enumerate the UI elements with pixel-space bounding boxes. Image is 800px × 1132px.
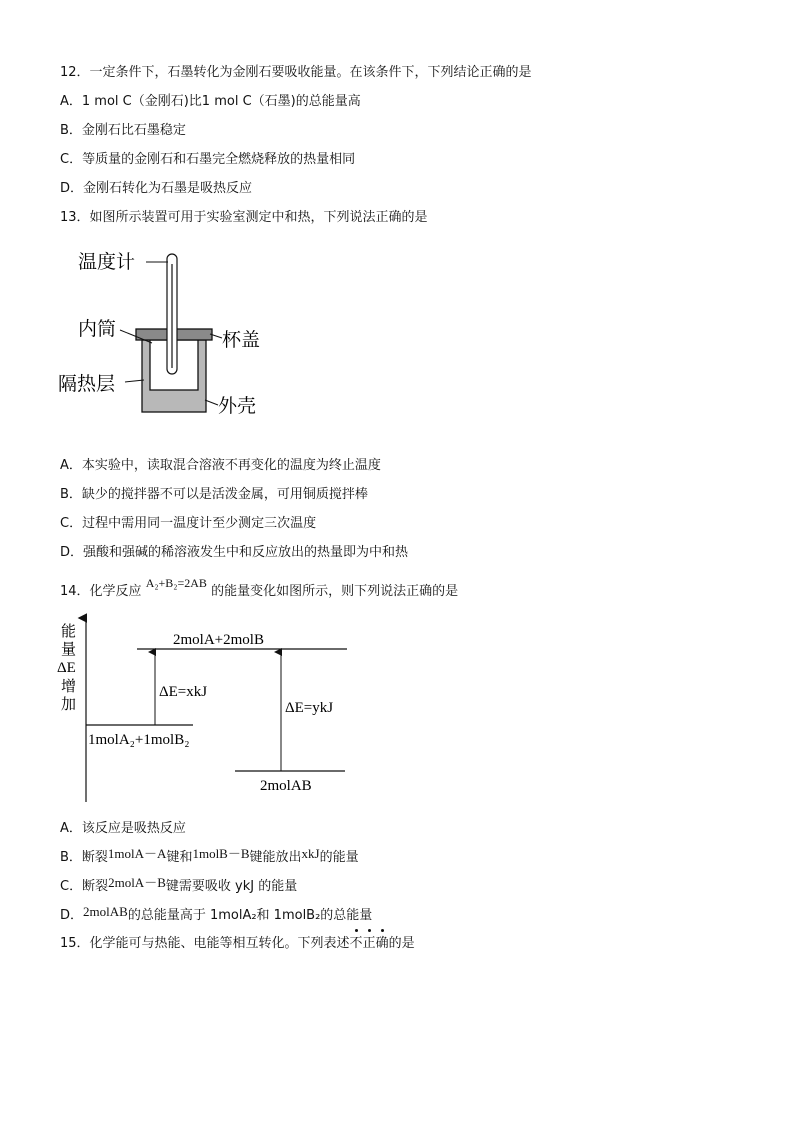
q12-stem: 12．一定条件下，石墨转化为金刚石要吸收能量。在该条件下，下列结论正确的是 (60, 65, 532, 80)
q14-b-formula-2: 1molB－B (192, 846, 250, 861)
q15-emphasis-1: 不 (349, 936, 363, 951)
energy-diagram (55, 612, 355, 807)
y-axis-label-2: 量 (61, 642, 77, 658)
label-top-level: 2molA+2molB (173, 632, 264, 648)
label-lid: 杯盖 (222, 330, 261, 351)
q12-option-d: D．金刚石转化为石墨是吸热反应 (60, 181, 253, 196)
q13-option-b: B．缺少的搅拌器不可以是活泼金属，可用铜质搅拌棒 (60, 487, 368, 502)
q15-emphasis-2: 正 (362, 936, 376, 951)
y-axis-label-1: 能 (61, 624, 77, 640)
q14-d-text-1: D． (60, 908, 84, 923)
label-insulation: 隔热层 (58, 374, 116, 395)
q12-option-b: B．金刚石比石墨稳定 (60, 123, 186, 138)
label-dx: ΔE=xkJ (159, 684, 208, 700)
y-axis-label-4: 增 (61, 679, 77, 695)
q14-c-formula-1: 2molA－B (108, 875, 166, 890)
q13-option-c: C．过程中需用同一温度计至少测定三次温度 (60, 516, 317, 531)
q15-emphasis-3: 确 (375, 936, 389, 951)
q15-stem (60, 935, 415, 953)
q14-stem-pre: 14．化学反应 (60, 584, 142, 599)
label-inner-cup: 内筒 (78, 319, 117, 340)
q13-option-a: A．本实验中，读取混合溶液不再变化的温度为终止温度 (60, 458, 381, 473)
q14-option-d (60, 906, 372, 925)
label-bottom-level: 2molAB (260, 778, 312, 794)
q15-text-2: 的是 (388, 936, 415, 951)
q14-option-c (60, 877, 297, 896)
q14-d-text-2: 的总能量高于 1molA₂和 1molB₂的总能量 (127, 908, 373, 923)
q15-text-1: 15．化学能可与热能、电能等相互转化。下列表述 (60, 936, 350, 951)
q14-c-text-1: C．断裂 (60, 879, 109, 894)
q12-option-c: C．等质量的金刚石和石墨完全燃烧释放的热量相同 (60, 152, 356, 167)
q14-d-formula-1: 2molAB (83, 904, 128, 919)
calorimeter-figure (58, 240, 290, 425)
q13-option-d: D．强酸和强碱的稀溶液发生中和反应放出的热量即为中和热 (60, 545, 409, 560)
label-shell: 外壳 (218, 396, 257, 417)
y-axis-label-5: 加 (61, 697, 77, 713)
label-thermometer: 温度计 (78, 252, 136, 273)
q14-b-text-3: 键能放出 (249, 850, 302, 865)
q14-b-formula-1: 1molA－A (107, 846, 167, 861)
q14-b-formula-3: xkJ (301, 846, 320, 861)
q14-stem-post: 的能量变化如图所示，则下列说法正确的是 (211, 584, 459, 599)
q14-b-text-2: 键和 (166, 850, 193, 865)
q14-c-text-2: 键需要吸收 ykJ 的能量 (165, 879, 298, 894)
q14-option-a: A．该反应是吸热反应 (60, 821, 186, 836)
y-axis-label-3: ΔE (57, 660, 76, 676)
q13-stem: 13．如图所示装置可用于实验室测定中和热，下列说法正确的是 (60, 210, 428, 225)
q14-b-text-4: 的能量 (319, 850, 359, 865)
label-reactants: 1molA₂+1molB₂ (88, 732, 190, 748)
q14-option-b (60, 848, 359, 867)
q12-option-a: A．1 mol C（金刚石)比1 mol C（石墨)的总能量高 (60, 94, 361, 109)
label-dy: ΔE=ykJ (285, 700, 334, 716)
q14-b-text-1: B．断裂 (60, 850, 108, 865)
q14-reaction-formula: A₂+B₂=2AB (145, 576, 207, 590)
q14-stem (60, 576, 459, 601)
